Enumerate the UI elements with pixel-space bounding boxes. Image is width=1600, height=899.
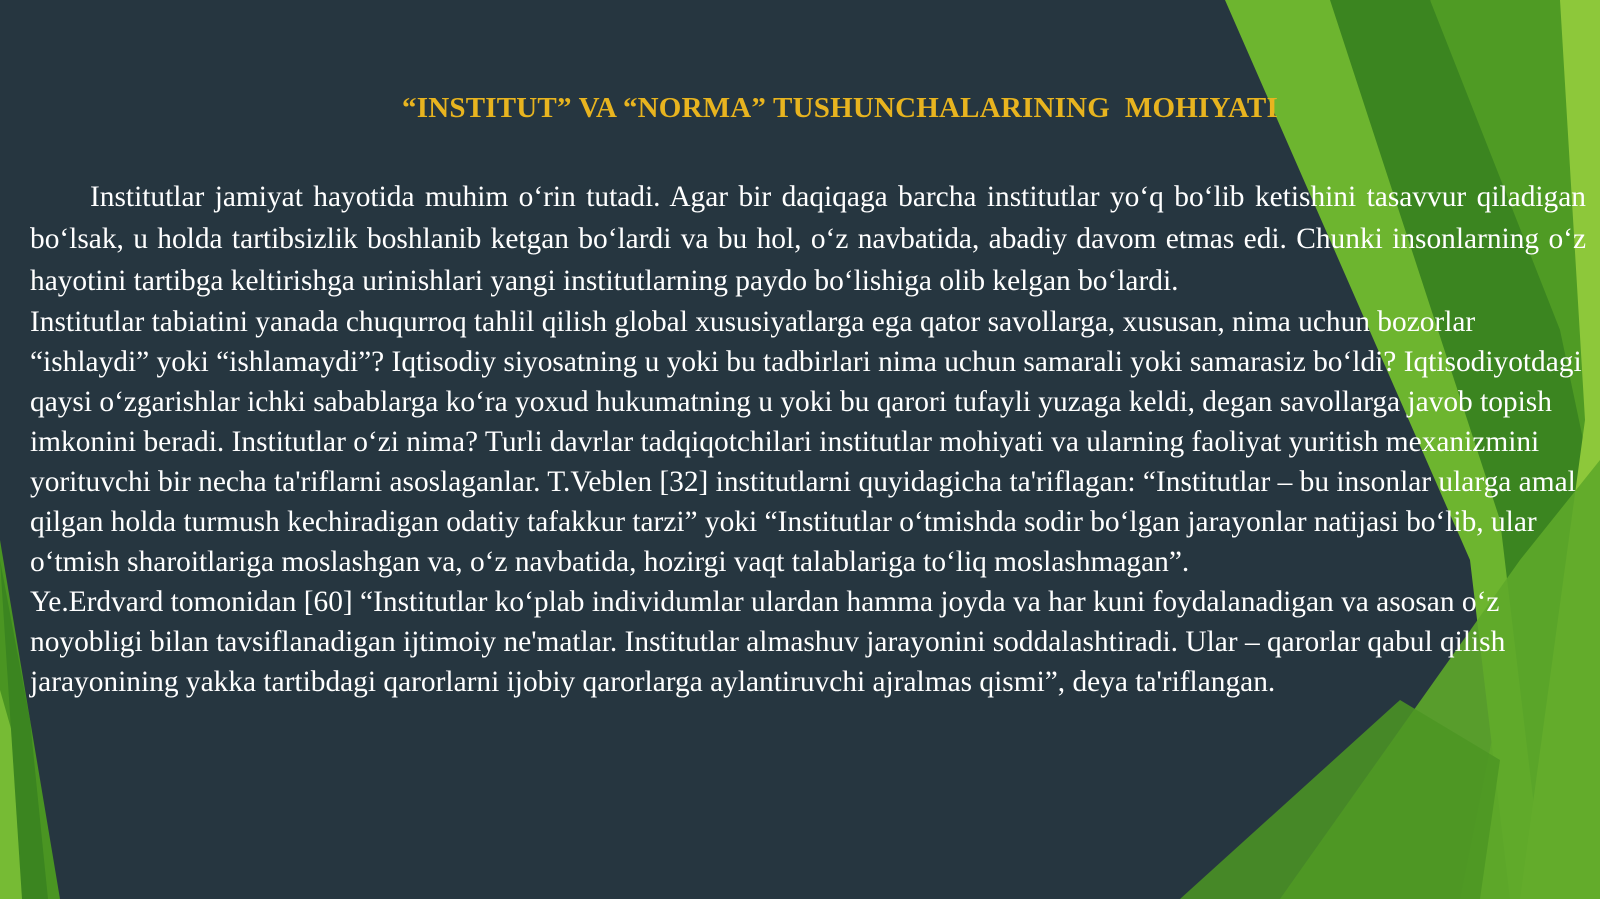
paragraph-intro: Institutlar jamiyat hayotida muhim o‘rin tutadi. Agar bir daqiqaga barcha institutlar yo‘q bo‘lib ketishini tasavvur qiladigan bo‘lsak, u holda tartibsizlik boshlanib ketgan bo‘lardi va bu hol, o‘z navbatida, abadiy davom etmas edi. Chunki insonlarning o‘z hayotini tartibga keltirishga urinishlari yangi institutlarning paydo bo‘lishiga olib kelgan bo‘lardi. — [30, 181, 1586, 297]
slide-body — [30, 176, 1586, 702]
paragraph-nature-of-institutions: Institutlar tabiatini yanada chuqurroq tahlil qilish global xususiyatlarga ega qator savollarga, xususan, nima uchun bozorlar “ishlaydi” yoki “ishlamaydi”? Iqtisodiy siyosatning u yoki bu tadbirlari nima uchun samarali yoki samarasiz bo‘ldi? Iqtisodiyotdagi qaysi o‘zgarishlar ichki sabablarga ko‘ra yoxud hukumatning u yoki bu qarori tufayli yuzaga keldi, degan savollarga javob topish imkonini beradi. Institutlar o‘zi nima? Turli davrlar tadqiqotchilari institutlar mohiyati va ularning faoliyat yuritish mexanizmini yorituvchi bir necha ta'riflarni asoslaganlar. T.Veblen [32] institutlarni quyidagicha ta'riflagan: “Institutlar – bu insonlar ularga amal qilgan holda turmush kechiradigan odatiy tafakkur tarzi” yoki “Institutlar o‘tmishda sodir bo‘lgan jarayonlar natijasi bo‘lib, ular o‘tmish sharoitlariga moslashgan va, o‘z navbatida, hozirgi vaqt talablariga to‘liq moslashmagan”. — [30, 306, 1582, 578]
slide-title: “INSTITUT” VA “NORMA” TUSHUNCHALARINING MOHIYATI — [402, 92, 1278, 124]
paragraph-erdvard-definition: Ye.Erdvard tomonidan [60] “Institutlar ko‘plab individumlar ulardan hamma joyda va har kuni foydalanadigan va asosan o‘z noyobligi bilan tavsiflanadigan ijtimoiy ne'matlar. Institutlar almashuv jarayonini soddalashtiradi. Ular – qarorlar qabul qilish jarayonining yakka tartibdagi qarorlarni ijobiy qarorlarga aylantiruvchi ajralmas qismi”, deya ta'riflangan. — [30, 586, 1506, 698]
